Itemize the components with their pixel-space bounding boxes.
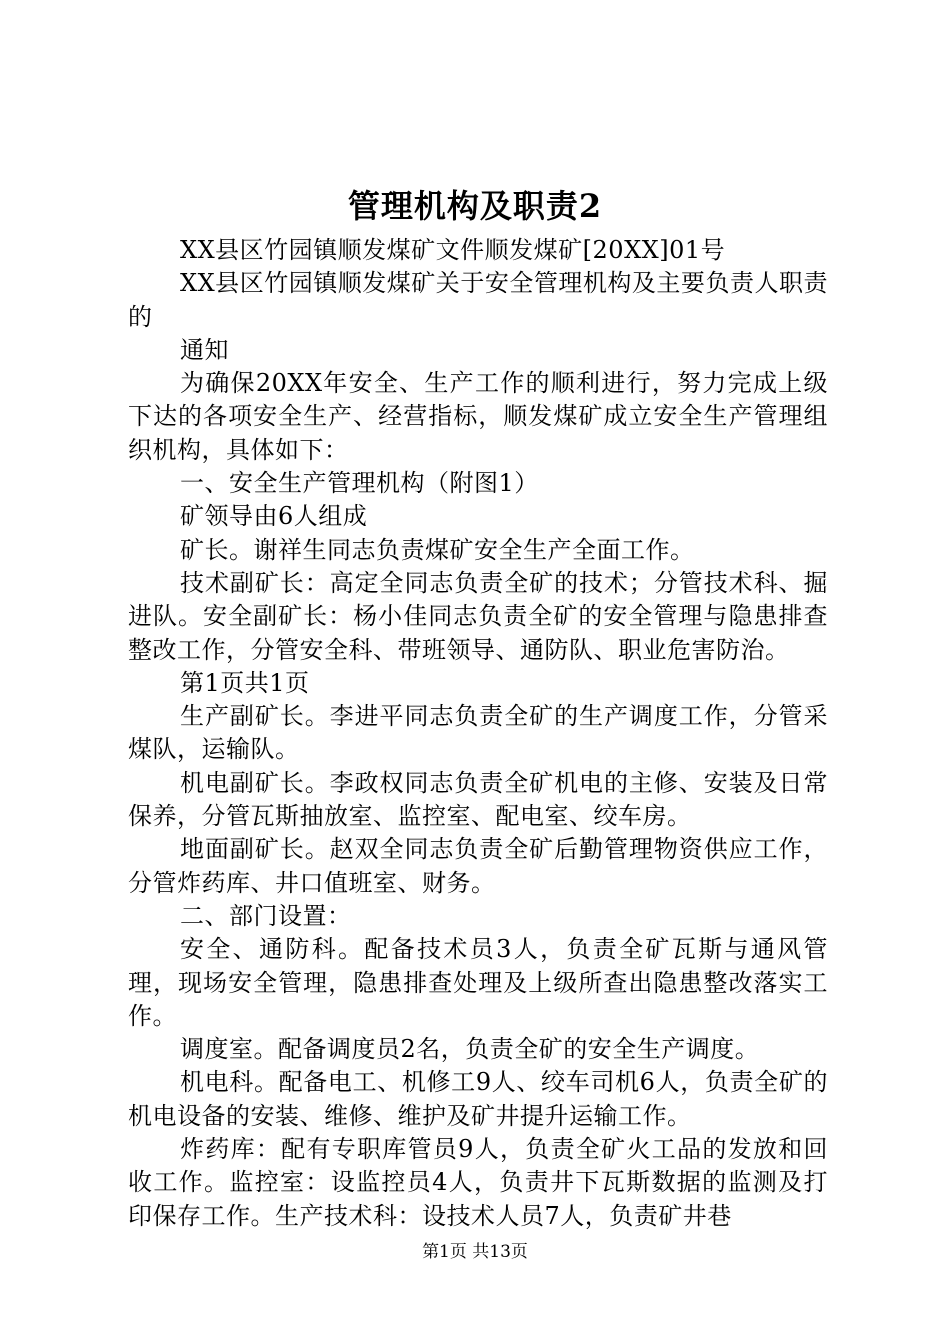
paragraph: 矿领导由6人组成 — [180, 502, 368, 531]
paragraph: 矿长。谢祥生同志负责煤矿安全生产全面工作。 — [180, 535, 695, 564]
paragraph: 技术副矿长：高定全同志负责全矿的技术；分管技术科、掘进队。安全副矿长：杨小佳同志负责全矿的安全管理与隐患排查整改工作，分管安全科、带班领导、通防队、职业危害防治。 — [128, 568, 828, 664]
paragraph: 一、安全生产管理机构（附图1） — [180, 469, 539, 498]
paragraph: XX县区竹园镇顺发煤矿关于安全管理机构及主要负责人职责的 — [128, 269, 828, 331]
paragraph: 通知 — [180, 335, 229, 364]
document-title: 管理机构及职责2 — [347, 187, 603, 225]
paragraph: 调度室。配备调度员2名，负责全矿的安全生产调度。 — [180, 1035, 760, 1064]
paragraph: 第1页共1页 — [180, 668, 310, 697]
paragraph: 为确保20XX年安全、生产工作的顺利进行，努力完成上级下达的各项安全生产、经营指标，顺发煤矿成立安全生产管理组织机构，具体如下： — [128, 369, 828, 464]
paragraph: 地面副矿长。赵双全同志负责全矿后勤管理物资供应工作，分管炸药库、井口值班室、财务。 — [128, 835, 828, 897]
paragraph: 生产副矿长。李进平同志负责全矿的生产调度工作，分管采煤队，运输队。 — [128, 702, 828, 764]
paragraph: 二、部门设置： — [180, 901, 352, 930]
page-footer: 第1页 共13页 — [422, 1242, 528, 1262]
document-body — [128, 234, 828, 1233]
paragraph: XX县区竹园镇顺发煤矿文件顺发煤矿[20XX]01号 — [180, 236, 726, 264]
paragraph: 机电科。配备电工、机修工9人、绞车司机6人，负责全矿的机电设备的安装、维修、维护及矿井提升运输工作。 — [128, 1068, 828, 1130]
paragraph: 安全、通防科。配备技术员3人，负责全矿瓦斯与通风管理，现场安全管理，隐患排查处理及上级所查出隐患整改落实工作。 — [128, 935, 828, 1030]
paragraph: 机电副矿长。李政权同志负责全矿机电的主修、安装及日常保养，分管瓦斯抽放室、监控室、配电室、绞车房。 — [128, 768, 828, 831]
paragraph: 炸药库：配有专职库管员9人，负责全矿火工品的发放和回收工作。监控室：设监控员4人，负责井下瓦斯数据的监测及打印保存工作。生产技术科：设技术人员7人，负责矿井巷 — [128, 1135, 828, 1230]
